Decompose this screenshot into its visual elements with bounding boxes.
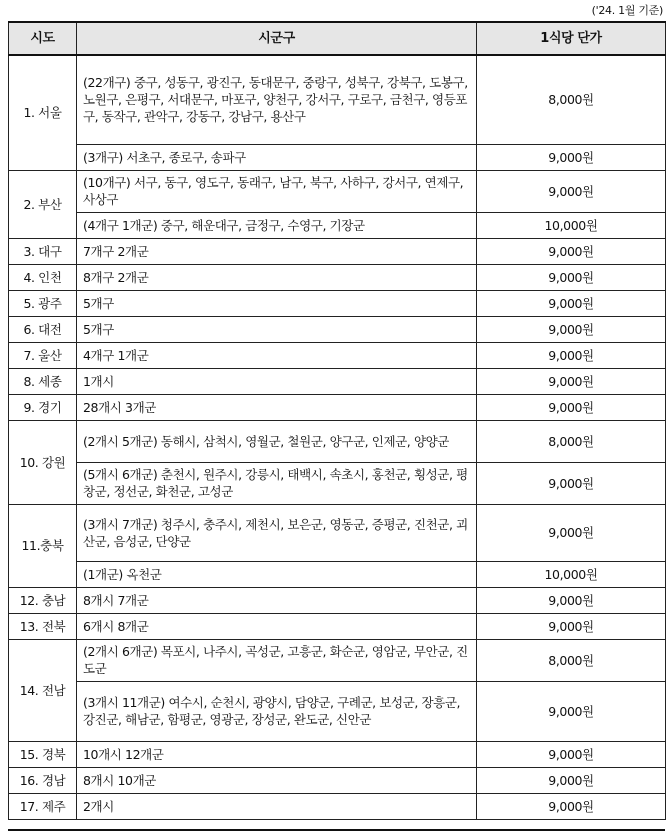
price-cell: 9,000원 — [477, 394, 666, 420]
table-row — [9, 767, 666, 793]
districts-cell: 2개시 — [77, 793, 477, 819]
header-province: 시도 — [9, 22, 77, 55]
table-row — [9, 504, 666, 561]
price-cell: 9,000원 — [477, 613, 666, 639]
districts-cell: 28개시 3개군 — [77, 394, 477, 420]
province-cell: 3. 대구 — [9, 238, 77, 264]
price-cell: 9,000원 — [477, 587, 666, 613]
province-cell: 8. 세종 — [9, 368, 77, 394]
price-cell: 10,000원 — [477, 212, 666, 238]
districts-cell: 5개구 — [77, 290, 477, 316]
price-cell: 9,000원 — [477, 741, 666, 767]
price-cell: 8,000원 — [477, 420, 666, 462]
districts-cell: 6개시 8개군 — [77, 613, 477, 639]
districts-cell: (2개시 5개군) 동해시, 삼척시, 영월군, 철원군, 양구군, 인제군, 양양군 — [77, 420, 477, 462]
districts-cell: 10개시 12개군 — [77, 741, 477, 767]
province-cell: 5. 광주 — [9, 290, 77, 316]
province-cell: 14. 전남 — [9, 639, 77, 741]
districts-cell: 1개시 — [77, 368, 477, 394]
districts-cell: 7개구 2개군 — [77, 238, 477, 264]
price-cell: 9,000원 — [477, 342, 666, 368]
price-cell: 9,000원 — [477, 144, 666, 170]
districts-cell: 5개구 — [77, 316, 477, 342]
province-cell: 1. 서울 — [9, 55, 77, 170]
reference-date-note: ('24. 1월 기준) — [591, 4, 663, 17]
header-districts: 시군구 — [77, 22, 477, 55]
districts-cell: 4개구 1개군 — [77, 342, 477, 368]
price-cell: 9,000원 — [477, 462, 666, 504]
districts-cell: 8개구 2개군 — [77, 264, 477, 290]
price-cell: 10,000원 — [477, 561, 666, 587]
meal-price-table — [8, 21, 666, 820]
table-row — [9, 394, 666, 420]
districts-cell: (5개시 6개군) 춘천시, 원주시, 강릉시, 태백시, 속초시, 홍천군, 횡성군, 평창군, 정선군, 화천군, 고성군 — [77, 462, 477, 504]
table-row — [9, 639, 666, 681]
table-row — [9, 342, 666, 368]
table-row — [9, 212, 666, 238]
table-row — [9, 587, 666, 613]
price-cell: 9,000원 — [477, 264, 666, 290]
districts-cell: (3개시 11개군) 여수시, 순천시, 광양시, 담양군, 구례군, 보성군, 장흥군, 강진군, 해남군, 함평군, 영광군, 장성군, 완도군, 신안군 — [77, 681, 477, 741]
province-cell: 16. 경남 — [9, 767, 77, 793]
province-cell: 13. 전북 — [9, 613, 77, 639]
table-row — [9, 561, 666, 587]
table-row — [9, 55, 666, 144]
districts-cell: (3개구) 서초구, 종로구, 송파구 — [77, 144, 477, 170]
price-cell: 9,000원 — [477, 290, 666, 316]
price-cell: 9,000원 — [477, 368, 666, 394]
table-bottom-rule — [8, 829, 665, 831]
districts-cell: (1개군) 옥천군 — [77, 561, 477, 587]
price-cell: 9,000원 — [477, 793, 666, 819]
districts-cell: (22개구) 중구, 성동구, 광진구, 동대문구, 중랑구, 성북구, 강북구, 도봉구, 노원구, 은평구, 서대문구, 마포구, 양천구, 강서구, 구로구, 금천구, 영등포구, 동작구, 관악구, 강동구, 강남구, 용산구 — [77, 55, 477, 144]
province-cell: 15. 경북 — [9, 741, 77, 767]
table-row — [9, 264, 666, 290]
table-row — [9, 681, 666, 741]
price-cell: 8,000원 — [477, 639, 666, 681]
price-cell: 9,000원 — [477, 681, 666, 741]
districts-cell: 8개시 10개군 — [77, 767, 477, 793]
province-cell: 2. 부산 — [9, 170, 77, 238]
price-cell: 9,000원 — [477, 238, 666, 264]
districts-cell: (4개구 1개군) 중구, 해운대구, 금정구, 수영구, 기장군 — [77, 212, 477, 238]
table-row — [9, 793, 666, 819]
price-cell: 9,000원 — [477, 316, 666, 342]
price-cell: 8,000원 — [477, 55, 666, 144]
province-cell: 9. 경기 — [9, 394, 77, 420]
province-cell: 12. 충남 — [9, 587, 77, 613]
table-row — [9, 290, 666, 316]
table-row — [9, 420, 666, 462]
table-row — [9, 316, 666, 342]
province-cell: 4. 인천 — [9, 264, 77, 290]
province-cell: 10. 강원 — [9, 420, 77, 504]
province-cell: 17. 제주 — [9, 793, 77, 819]
table-row — [9, 144, 666, 170]
table-row — [9, 462, 666, 504]
table-body — [9, 55, 666, 819]
province-cell: 6. 대전 — [9, 316, 77, 342]
header-price: 1식당 단가 — [477, 22, 666, 55]
table-row — [9, 170, 666, 212]
province-cell: 7. 울산 — [9, 342, 77, 368]
price-cell: 9,000원 — [477, 504, 666, 561]
table-header-row — [9, 22, 666, 55]
table-row — [9, 368, 666, 394]
province-cell: 11.충북 — [9, 504, 77, 587]
table-row — [9, 238, 666, 264]
price-cell: 9,000원 — [477, 170, 666, 212]
districts-cell: 8개시 7개군 — [77, 587, 477, 613]
districts-cell: (2개시 6개군) 목포시, 나주시, 곡성군, 고흥군, 화순군, 영암군, 무안군, 진도군 — [77, 639, 477, 681]
price-cell: 9,000원 — [477, 767, 666, 793]
districts-cell: (10개구) 서구, 동구, 영도구, 동래구, 남구, 북구, 사하구, 강서구, 연제구, 사상구 — [77, 170, 477, 212]
table-row — [9, 741, 666, 767]
districts-cell: (3개시 7개군) 청주시, 충주시, 제천시, 보은군, 영동군, 증평군, 진천군, 괴산군, 음성군, 단양군 — [77, 504, 477, 561]
table-row — [9, 613, 666, 639]
